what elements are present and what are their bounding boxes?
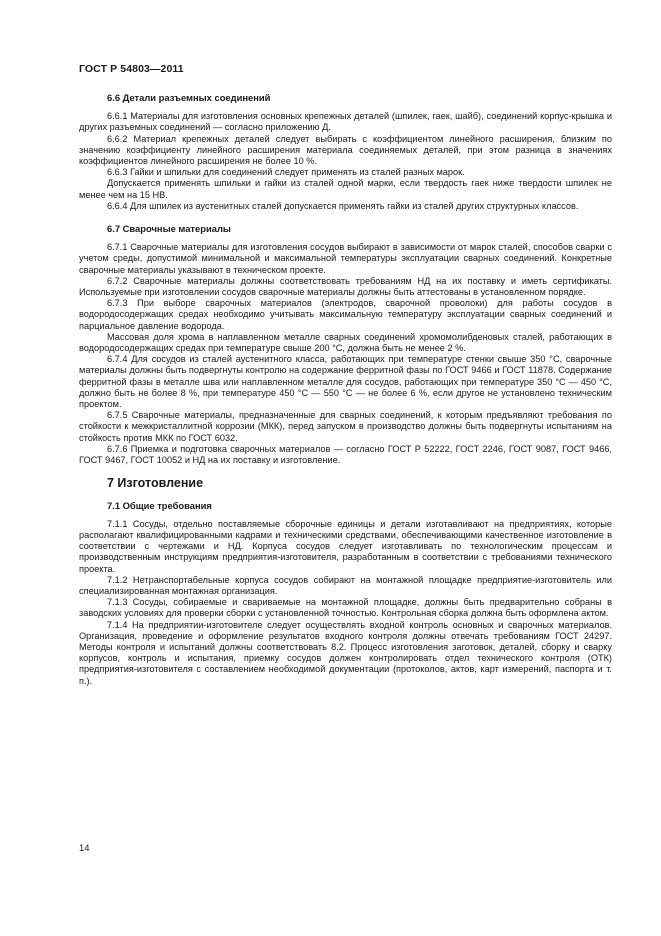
section-7-1-title: 7.1 Общие требования [107,499,212,511]
document-body [79,90,612,687]
paragraph-6-6-2: 6.6.2 Материал крепежных деталей следует выбирать с коэффициентом линейного расширения, близким по значению коэффициенту линейного расширения материала соединяемых деталей, при этом разница в значениях коэффициентов линейного расширения не более 10 %. [79,133,612,167]
paragraph-6-6-3-note: Допускается применять шпильки и гайки из сталей одной марки, если твердость гаек ниже твердости шпилек не менее чем на 15 НВ. [79,178,612,200]
paragraph-6-7-4: 6.7.4 Для сосудов из сталей аустенитного класса, работающих при температуре стенки свыше 350 °С, сварочные материалы должны быть подвергнуты контролю на содержание ферритной фазы по ГОСТ 9466 и ГОСТ 11878. Содержание ферритной фазы в металле шва или наплавленном металле для сосудов, работающих при температуре 350 °С — 450 °С, должно быть не более 8 %, при температуре 450 °С — 550 °С — не более 6 %, если другое не установлено техническим проектом. [79,354,612,410]
paragraph-6-7-2: 6.7.2 Сварочные материалы должны соответствовать требованиям НД на их поставку и иметь сертификаты. Используемые при изготовлении сосудов сварочные материалы должны быть аттестованы в установленном порядке. [79,275,612,298]
section-7-title: 7 Изготовление [107,476,204,491]
paragraph-7-1-2: 7.1.2 Нетранспортабельные корпуса сосудов собирают на монтажной площадке предприятие-изготовитель или специализированная монтажная организация. [79,574,612,596]
paragraph-6-6-1: 6.6.1 Материалы для изготовления основных крепежных деталей (шпилек, гаек, шайб), соединений корпус-крышка и других разъемных соединений — согласно приложению Д. [79,111,612,133]
paragraph-6-7-5: 6.7.5 Сварочные материалы, предназначенные для сварных соединений, к которым предъявляют требования по стойкости к межкристаллитной коррозии (МКК), перед запуском в производство должны быть подвергнуты испытаниям на стойкость против МКК по ГОСТ 6032. [79,410,612,443]
section-6-7-title: 6.7 Сварочные материалы [107,223,231,235]
paragraph-6-7-6: 6.7.6 Приемка и подготовка сварочных материалов — согласно ГОСТ Р 52222, ГОСТ 2246, ГОСТ 9087, ГОСТ 9466, ГОСТ 9467, ГОСТ 10052 и НД на их поставку и изготовление. [79,443,612,466]
paragraph-6-7-3: 6.7.3 При выборе сварочных материалов (электродов, сварочной проволоки) для работы сосудов в водородосодержащих средах необходимо учитывать максимальную температуру эксплуатации сварных соединений и парциальное давление водорода. [79,298,612,331]
section-6-6-title: 6.6 Детали разъемных соединений [107,92,271,103]
paragraph-6-6-4: 6.6.4 Для шпилек из аустенитных сталей допускается применять гайки из сталей других структурных классов. [107,200,579,211]
paragraph-7-1-4: 7.1.4 На предприятии-изготовителе следует осуществлять входной контроль основных и сварочных материалов. Организация, проведение и оформление результатов входного контроля должны отвечать требованиям ГОСТ 24297. Методы контроля и испытаний должны соответствовать 8.2. Процесс изготовления заготовок, деталей, сборку и сварку корпусов, контроль и испытания, приемку сосудов должен контролировать отдел технического контроля (ОТК) предприятия-изготовителя с составлением необходимой документации (протоколов, актов, карт измерений, паспорта и т. п.). [79,619,612,686]
paragraph-6-7-3-note: Массовая доля хрома в наплавленном металле сварных соединений хромомолибденовых сталей, работающих в водородосодержащих средах при температуре свыше 200 °С, должна быть не менее 2 %. [79,331,612,354]
page-number: 14 [79,843,90,854]
paragraph-7-1-1: 7.1.1 Сосуды, отдельно поставляемые сборочные единицы и детали изготавливают на предприятиях, которые располагают квалифицированными кадрами и техническими средствами, обеспечивающими качественное изготовление в соответствии с чертежами и НД. Корпуса сосудов следует изготавливать по технологическим процессам и производственным инструкциям предприятия-изготовителя, разработанным в соответствии с требованиями технического проекта. [79,518,612,574]
paragraph-7-1-3: 7.1.3 Сосуды, собираемые и свариваемые на монтажной площадке, должны быть предварительно собраны в заводских условиях для проверки сборки с установленной точностью. Контрольная сборка должна быть оформлена актом. [79,597,612,619]
paragraph-6-7-1: 6.7.1 Сварочные материалы для изготовления сосудов выбирают в зависимости от марок сталей, способов сварки с учетом среды, допустимой минимальной и максимальной температуры эксплуатации сварных соединений. Конкретные сварочные материалы указывают в техническом проекте. [79,242,612,275]
paragraph-6-6-3: 6.6.3 Гайки и шпильки для соединений следует применять из сталей разных марок. [107,167,465,178]
document-header: ГОСТ Р 54803—2011 [79,63,184,75]
